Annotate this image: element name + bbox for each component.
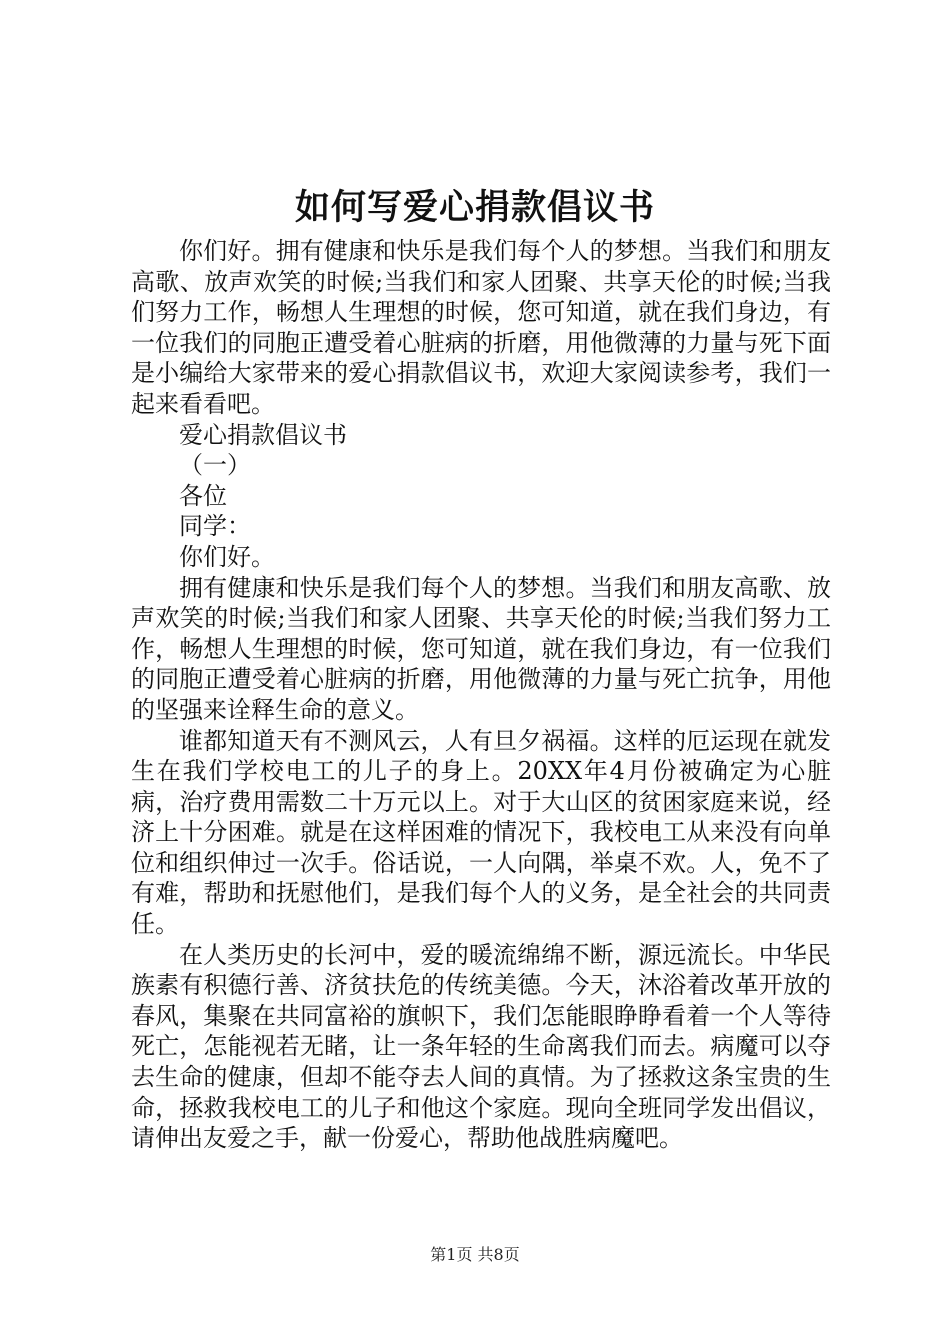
document-title: 如何写爱心捐款倡议书 xyxy=(294,187,655,228)
salutation-line-2: 同学： xyxy=(179,512,251,541)
paragraph-dream: 拥有健康和快乐是我们每个人的梦想。当我们和朋友高歌、放声欢笑的时候;当我们和家人团聚、共享天伦的时候;当我们努力工作，畅想人生理想的时候，您可知道，就在我们身边，有一位我们的同胞正遭受着心脏病的折磨，用他微薄的力量与死亡抗争，用他的坚强来诠释生命的意义。 xyxy=(131,573,831,724)
paragraph-situation: 谁都知道天有不测风云，人有旦夕祸福。这样的厄运现在就发生在我们学校电工的儿子的身上。20XX年4月份被确定为心脏病，治疗费用需数二十万元以上。对于大山区的贫困家庭来说，经济上十分困难。就是在这样困难的情况下，我校电工从来没有向单位和组织伸过一次手。俗话说，一人向隅，举桌不欢。人，免不了有难，帮助和抚慰他们，是我们每个人的义务，是全社会的共同责任。 xyxy=(131,726,831,939)
paragraph-appeal: 在人类历史的长河中，爱的暖流绵绵不断，源远流长。中华民族素有积德行善、济贫扶危的传统美德。今天，沐浴着改革开放的春风，集聚在共同富裕的旗帜下，我们怎能眼睁睁看着一个人等待死亡，怎能视若无睹，让一条年轻的生命离我们而去。病魔可以夺去生命的健康，但却不能夺去人间的真情。为了拯救这条宝贵的生命，拯救我校电工的儿子和他这个家庭。现向全班同学发出倡议，请伸出友爱之手，献一份爱心，帮助他战胜病魔吧。 xyxy=(131,940,831,1153)
salutation-line-1: 各位 xyxy=(179,481,227,510)
page-footer: 第1页 共8页 xyxy=(430,1245,520,1264)
document-body xyxy=(131,236,831,1154)
greeting-line: 你们好。 xyxy=(179,542,275,571)
section-number: （一） xyxy=(179,451,251,480)
heading-subtitle: 爱心捐款倡议书 xyxy=(179,420,347,449)
paragraph-intro: 你们好。拥有健康和快乐是我们每个人的梦想。当我们和朋友高歌、放声欢笑的时候;当我们和家人团聚、共享天伦的时候;当我们努力工作，畅想人生理想的时候，您可知道，就在我们身边，有一位我们的同胞正遭受着心脏病的折磨，用他微薄的力量与死下面是小编给大家带来的爱心捐款倡议书，欢迎大家阅读参考，我们一起来看看吧。 xyxy=(131,237,831,418)
